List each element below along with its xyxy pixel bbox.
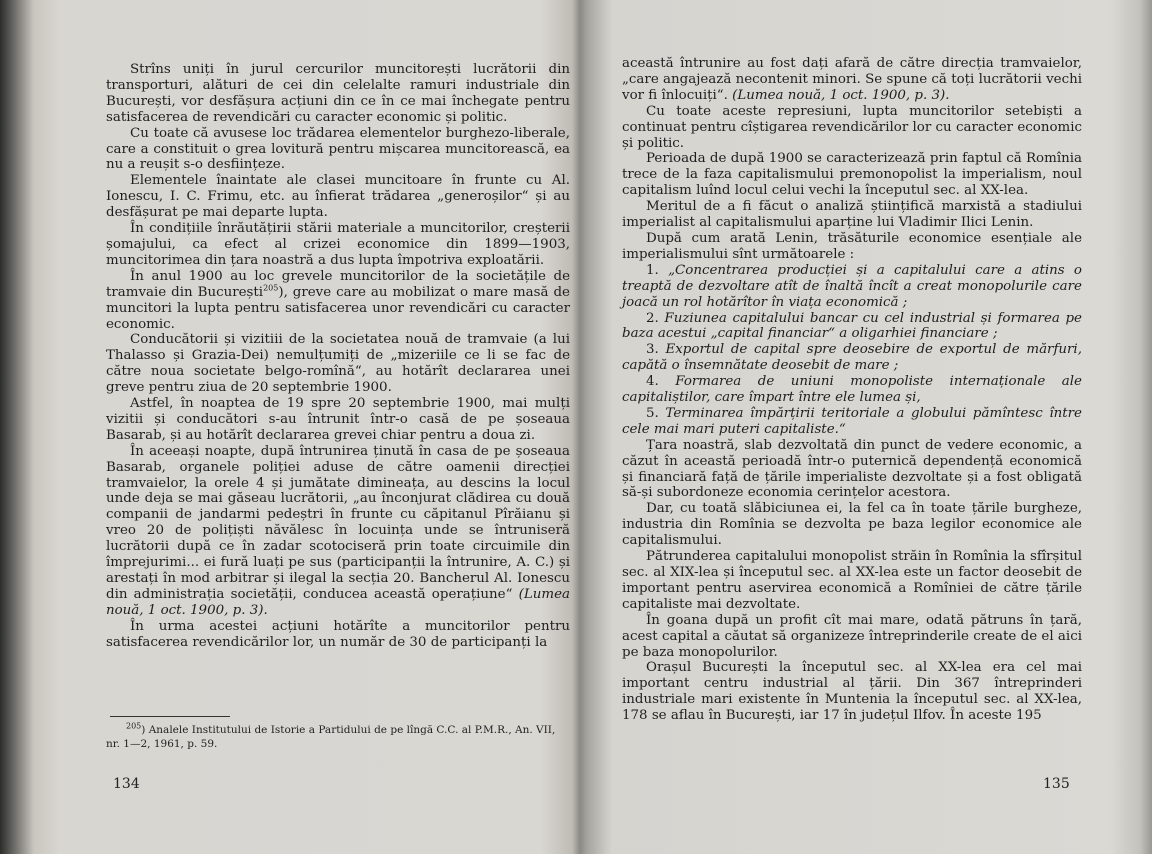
- paragraph: În condițiile înrăutățirii stării materiale a muncitorilor, creșterii șomajului, ca efect al crizei economice din 1899—1903, muncitorimea din țara noastră a dus lupta împotriva exploatării.: [106, 221, 570, 268]
- page-number-right: 135: [1043, 776, 1070, 792]
- page-number-left: 134: [113, 776, 140, 792]
- citation: (Lumea nouă, 1 oct. 1900, p. 3).: [106, 586, 570, 618]
- list-item: 5. Terminarea împărțirii teritoriale a globului pămîntesc între cele mai mari puteri capitaliste.“: [622, 405, 1082, 437]
- paragraph: Conducătorii și vizitiii de la societatea nouă de tramvaie (a lui Thalasso și Grazia-Dei) nemulțumiți de „mizeriile ce li se fac de către noua societate belgo-romînă“, au hotărît declararea unei greve pentru ziua de 20 septembrie 1900.: [106, 332, 570, 396]
- paragraph: această întrunire au fost dați afară de către direcția tramvaielor, „care angajează necontenit minori. Se spune că toți lucrătorii vechi vor fi înlocuiți“. (Lumea nouă, 1 oct. 1900, p. 3).: [622, 56, 1082, 103]
- paragraph: În goana după un profit cît mai mare, odată pătruns în țară, acest capital a căutat să organizeze întreprinderile create de el aici pe baza monopolurilor.: [622, 612, 1082, 660]
- paragraph: Meritul de a fi făcut o analiză științifică marxistă a stadiului imperialist al capitalismului aparține lui Vladimir Ilici Lenin.: [622, 199, 1082, 231]
- citation: (Lumea nouă, 1 oct. 1900, p. 3).: [732, 87, 950, 103]
- left-page-text: [106, 62, 570, 651]
- right-page-text: [622, 56, 1082, 724]
- paragraph: Strîns uniți în jurul cercurilor muncitorești lucrătorii din transporturi, alături de cei din celelalte ramuri industriale din București, vor desfășura acțiuni din ce în ce mai închegate pentru satisfacerea de revendicări cu caracter economic și politic.: [106, 62, 570, 125]
- paragraph: În anul 1900 au loc grevele muncitorilor de la societățile de tramvaie din București$^{205}$), greve care au mobilizat o mare masă de muncitori la lupta pentru satisfacerea unor revendicări cu caracter economic.: [106, 268, 570, 332]
- paragraph: Dar, cu toată slăbiciunea ei, la fel ca în toate țările burgheze, industria din Romînia se dezvolta pe baza legilor economice ale capitalismului.: [622, 501, 1082, 549]
- footnote-divider: [110, 716, 230, 717]
- paragraph: Cu toate că avusese loc trădarea elementelor burghezo-liberale, care a constituit o grea lovitură pentru mișcarea muncitorească, ea nu a reușit s-o desființeze.: [106, 125, 570, 173]
- paragraph: În aceeași noapte, după întrunirea ținută în casa de pe șoseaua Basarab, organele poliției aduse de către oamenii direcției tramvaielor, la orele 4 și jumătate dimineața, au descins la locul unde deja se mai găseau lucrătorii, „au înconjurat clădirea cu două companii de jandarmi pedeștri în frunte cu căpitanul Pîrăianu și vreo 20 de polițiști năvălesc în locuința unde se întruniseră lucrătorii după ce în zadar scotociseră prin toate circuimile din împrejurimi... ei fură luați pe sus (participanții la întrunire, A. C.) și arestați în mod arbitrar și ilegal la secția 20. Bancherul Al. Ionescu din administrația societății, conducea această operațiune“ (Lumea nouă, 1 oct. 1900, p. 3).: [106, 443, 570, 618]
- paragraph: Cu toate aceste represiuni, lupta muncitorilor setebiști a continuat pentru cîștigarea revendicărilor lor cu caracter economic și politic.: [622, 103, 1082, 151]
- paragraph: Elementele înaintate ale clasei muncitoare în frunte cu Al. Ionescu, I. C. Frimu, etc. au înfierat trădarea „generoșilor“ și au desfășurat pe mai departe lupta.: [106, 173, 570, 221]
- paragraph: Astfel, în noaptea de 19 spre 20 septembrie 1900, mai mulți vizitii și conducători s-au întrunit într-o casă de pe șoseaua Basarab, și au hotărît declararea grevei chiar pentru a doua zi.: [106, 396, 570, 443]
- paragraph: Pătrunderea capitalului monopolist străin în Romînia la sfîrșitul sec. al XIX-lea și începutul sec. al XX-lea este un factor deosebit de important pentru aservirea economică a Romîniei de către țările capitaliste mai dezvoltate.: [622, 549, 1082, 612]
- list-item: 4. Formarea de uniuni monopoliste internaționale ale capitaliștilor, care împart între ele lumea și,: [622, 374, 1082, 406]
- paragraph: În urma acestei acțiuni hotărîte a muncitorilor pentru satisfacerea revendicărilor lor, un număr de 30 de participanți la: [106, 618, 570, 650]
- paragraph: Țara noastră, slab dezvoltată din punct de vedere economic, a căzut în această perioadă într-o puternică dependență economică și financiară față de țările imperialiste dezvoltate și a fost obligată să-și subordoneze economia cerințelor acestora.: [622, 437, 1082, 501]
- list-item: 3. Exportul de capital spre deosebire de exportul de mărfuri, capătă o însemnătate deosebit de mare ;: [622, 342, 1082, 374]
- paragraph: Perioada de după 1900 se caracterizează prin faptul că Romînia trece de la faza capitalismului premonopolist la imperialism, noul capitalism luînd locul celui vechi la începutul sec. al XX-lea.: [622, 151, 1082, 199]
- list-item: 2. Fuziunea capitalului bancar cu cel industrial și formarea pe baza acestui „capital financiar“ a oligarhiei financiare ;: [622, 310, 1082, 342]
- paragraph: După cum arată Lenin, trăsăturile economice esențiale ale imperialismului sînt următoarele :: [622, 230, 1082, 262]
- footnote: $^{205}$) Analele Institutului de Istorie a Partidului de pe lîngă C.C. al P.M.R., An. VII, nr. 1—2, 1961, p. 59.: [106, 721, 556, 750]
- paragraph: Orașul București la începutul sec. al XX-lea era cel mai important centru industrial al țării. Din 367 întreprinderi industriale mari existente în Muntenia la începutul sec. al XX-lea, 178 se aflau în București, iar 17 în județul Ilfov. În aceste 195: [622, 660, 1082, 724]
- footnote-ref: 205: [263, 283, 279, 293]
- list-item: 1. „Concentrarea producției și a capitalului care a atins o treaptă de dezvoltare atît de înaltă încît a creat monopolurile care joacă un rol hotărîtor în viața economică ;: [622, 262, 1082, 310]
